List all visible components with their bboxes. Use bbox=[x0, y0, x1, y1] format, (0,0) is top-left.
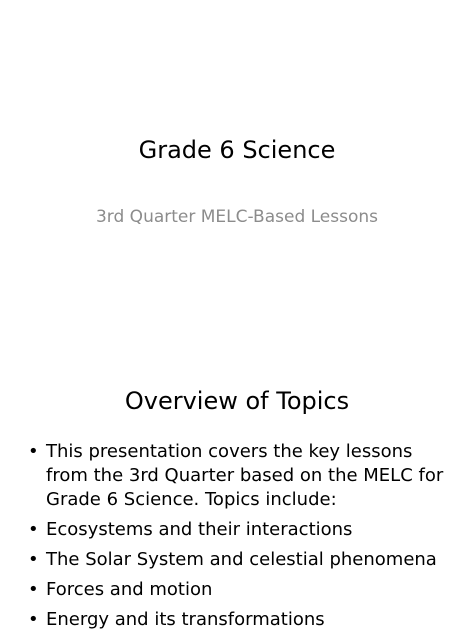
list-item bbox=[28, 548, 448, 572]
bullet-icon: • bbox=[28, 549, 39, 570]
list-item bbox=[28, 578, 448, 602]
list-item-text: Ecosystems and their interactions bbox=[46, 519, 353, 540]
list-item-text: This presentation covers the key lessons from the 3rd Quarter based on the MELC for Grade 6 Science. Topics include: bbox=[46, 441, 444, 510]
bullet-icon: • bbox=[28, 441, 39, 462]
list-item bbox=[28, 518, 448, 542]
list-item-text: Forces and motion bbox=[46, 579, 213, 600]
list-item-text: The Solar System and celestial phenomena bbox=[46, 549, 437, 570]
bullet-icon: • bbox=[28, 519, 39, 540]
overview-slide bbox=[0, 356, 474, 632]
list-item bbox=[28, 608, 448, 632]
list-item-text: Energy and its transformations bbox=[46, 609, 325, 630]
list-item bbox=[28, 440, 448, 512]
slide-title: Overview of Topics bbox=[124, 387, 350, 415]
slide-subtitle: 3rd Quarter MELC-Based Lessons bbox=[95, 207, 379, 227]
bullet-icon: • bbox=[28, 609, 39, 630]
topic-list bbox=[28, 440, 448, 632]
bullet-icon: • bbox=[28, 579, 39, 600]
slide-title: Grade 6 Science bbox=[138, 136, 336, 164]
